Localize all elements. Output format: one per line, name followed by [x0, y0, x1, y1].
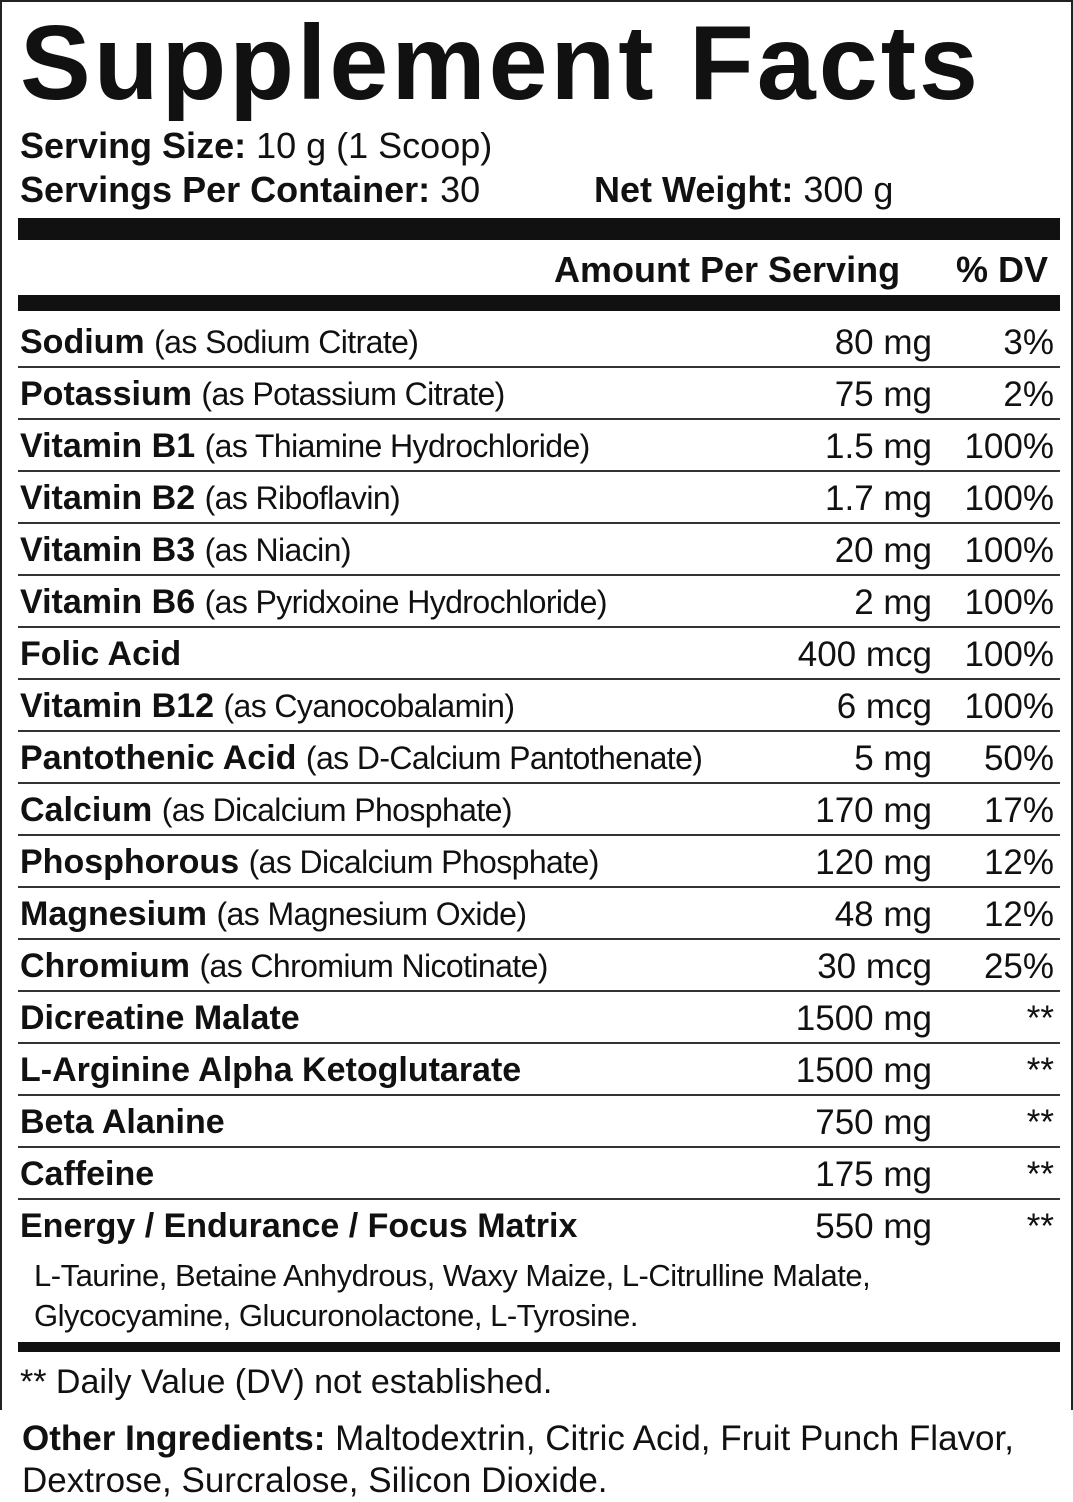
servings-per-container — [20, 170, 480, 210]
nutrient-name-cell — [20, 1154, 154, 1194]
nutrient-dv: 100% — [964, 635, 1054, 674]
nutrient-source: (as Niacin) — [204, 532, 351, 568]
nutrient-amount: 170 mg — [815, 791, 932, 830]
nutrient-dv: 12% — [983, 843, 1054, 882]
nutrient-name-cell — [20, 1102, 225, 1142]
divider-thick-top — [18, 218, 1060, 240]
table-row — [18, 732, 1060, 784]
nutrient-amount: 400 mcg — [797, 635, 932, 674]
table-row — [18, 472, 1060, 524]
table-row — [18, 1148, 1060, 1200]
other-ingredients-text: Maltodextrin, Citric Acid, Fruit Punch Flavor, Dextrose, Surcralose, Silicon Dioxide. — [22, 1419, 1014, 1500]
nutrient-amount: 20 mg — [834, 531, 932, 570]
matrix-ingredients: L-Taurine, Betaine Anhydrous, Waxy Maize, L-Citrulline Malate, Glycocyamine, Glucuronolactone, L-Tyrosine. — [34, 1258, 871, 1333]
nutrient-name: Beta Alanine — [20, 1103, 225, 1141]
nutrient-amount: 175 mg — [815, 1155, 932, 1194]
nutrient-amount: 1.7 mg — [825, 479, 932, 518]
nutrient-amount: 5 mg — [854, 739, 932, 778]
nutrient-dv: 100% — [964, 531, 1054, 570]
other-ingredients — [22, 1418, 1062, 1502]
nutrient-name-cell — [20, 322, 418, 362]
nutrient-amount: 75 mg — [834, 375, 932, 414]
nutrient-dv: 100% — [964, 479, 1054, 518]
nutrient-dv: 12% — [983, 895, 1054, 934]
table-row — [18, 888, 1060, 940]
servings-per-container-label: Servings Per Container: — [20, 169, 431, 210]
nutrient-amount: 2 mg — [854, 583, 932, 622]
nutrient-amount: 80 mg — [834, 323, 932, 362]
nutrient-name: Magnesium — [20, 895, 208, 933]
table-row — [18, 628, 1060, 680]
panel-title: Supplement Facts — [20, 4, 981, 122]
nutrient-name-cell — [20, 426, 590, 466]
nutrient-source: (as Dicalcium Phosphate) — [248, 844, 599, 880]
nutrient-name: Caffeine — [20, 1155, 155, 1193]
amount-per-serving-header: Amount Per Serving — [554, 249, 901, 290]
nutrient-name-cell — [20, 686, 514, 726]
nutrient-name-cell — [20, 1206, 577, 1246]
divider-thick-bottom — [18, 1342, 1060, 1352]
nutrient-source: (as Pyridxoine Hydrochloride) — [204, 584, 607, 620]
nutrient-amount: 750 mg — [815, 1103, 932, 1142]
nutrient-source: (as Potassium Citrate) — [201, 376, 505, 412]
net-weight — [594, 170, 893, 210]
table-row — [18, 420, 1060, 472]
table-row — [18, 576, 1060, 628]
nutrient-name: Pantothenic Acid — [20, 739, 297, 777]
nutrient-dv: 100% — [964, 427, 1054, 466]
nutrient-amount: 6 mcg — [836, 687, 932, 726]
nutrient-dv: 2% — [1003, 375, 1054, 414]
nutrient-name: Vitamin B6 — [20, 583, 196, 621]
daily-value-footnote: ** Daily Value (DV) not established. — [20, 1363, 553, 1401]
nutrient-name: Vitamin B12 — [20, 687, 215, 725]
nutrient-amount: 48 mg — [834, 895, 932, 934]
nutrient-source: (as Chromium Nicotinate) — [199, 948, 548, 984]
nutrient-name-cell — [20, 478, 400, 518]
nutrient-dv: ** — [1026, 1051, 1054, 1090]
other-ingredients-label: Other Ingredients: — [22, 1419, 326, 1458]
table-row — [18, 784, 1060, 836]
nutrient-dv: 50% — [983, 739, 1054, 778]
nutrient-name: Vitamin B1 — [20, 427, 196, 465]
nutrient-dv: ** — [1026, 1207, 1054, 1246]
nutrient-name-cell — [20, 894, 526, 934]
nutrient-name-cell — [20, 790, 512, 830]
nutrient-amount: 1.5 mg — [825, 427, 932, 466]
nutrient-dv: 17% — [983, 791, 1054, 830]
nutrient-source: (as Cyanocobalamin) — [223, 688, 515, 724]
daily-value-header: % DV — [956, 249, 1049, 290]
nutrient-name-cell — [20, 530, 351, 570]
nutrient-amount: 550 mg — [815, 1207, 932, 1246]
table-row — [18, 940, 1060, 992]
nutrient-source: (as D-Calcium Pantothenate) — [305, 740, 703, 776]
net-weight-label: Net Weight: — [594, 169, 794, 210]
table-row — [18, 368, 1060, 420]
table-row — [18, 524, 1060, 576]
nutrient-name: Potassium — [20, 375, 192, 413]
nutrient-source: (as Sodium Citrate) — [154, 324, 419, 360]
nutrient-dv: 3% — [1003, 323, 1054, 362]
nutrient-name: Phosphorous — [20, 843, 240, 881]
nutrient-name-cell — [20, 946, 548, 986]
nutrient-source: (as Dicalcium Phosphate) — [161, 792, 512, 828]
nutrient-name-cell — [20, 1050, 521, 1090]
nutrient-name-cell — [20, 634, 181, 674]
table-row — [18, 1096, 1060, 1148]
table-row — [18, 680, 1060, 732]
nutrient-amount: 120 mg — [815, 843, 932, 882]
nutrient-name: Vitamin B2 — [20, 479, 196, 517]
nutrient-amount: 1500 mg — [795, 999, 932, 1038]
table-row — [18, 1200, 1060, 1250]
nutrient-dv: 100% — [964, 583, 1054, 622]
nutrient-source: (as Riboflavin) — [204, 480, 401, 516]
table-row — [18, 316, 1060, 368]
servings-per-container-value: 30 — [440, 169, 481, 210]
nutrient-dv: 25% — [983, 947, 1054, 986]
divider-thick-header — [18, 295, 1060, 311]
nutrient-source: (as Thiamine Hydrochloride) — [204, 428, 590, 464]
nutrient-name: Dicreatine Malate — [20, 999, 300, 1037]
nutrient-name-cell — [20, 998, 300, 1038]
nutrient-name: Energy / Endurance / Focus Matrix — [20, 1207, 578, 1245]
serving-size-label: Serving Size: — [20, 125, 247, 166]
nutrient-dv: ** — [1026, 999, 1054, 1038]
nutrient-name: L-Arginine Alpha Ketoglutarate — [20, 1051, 522, 1089]
nutrient-amount: 1500 mg — [795, 1051, 932, 1090]
nutrient-name: Folic Acid — [20, 635, 182, 673]
nutrient-dv: ** — [1026, 1155, 1054, 1194]
serving-size-value: 10 g (1 Scoop) — [256, 125, 493, 166]
nutrient-name-cell — [20, 738, 702, 778]
nutrient-name: Calcium — [20, 791, 153, 829]
nutrient-amount: 30 mcg — [817, 947, 932, 986]
nutrient-table — [18, 316, 1060, 1250]
nutrient-name-cell — [20, 374, 505, 414]
nutrient-dv: ** — [1026, 1103, 1054, 1142]
nutrient-name-cell — [20, 582, 607, 622]
table-row — [18, 836, 1060, 888]
nutrient-dv: 100% — [964, 687, 1054, 726]
table-row — [18, 1044, 1060, 1096]
nutrient-name: Vitamin B3 — [20, 531, 196, 569]
nutrient-name: Sodium — [20, 323, 145, 361]
nutrient-source: (as Magnesium Oxide) — [216, 896, 527, 932]
nutrient-name-cell — [20, 842, 599, 882]
table-row — [18, 992, 1060, 1044]
serving-size — [20, 126, 492, 166]
nutrient-name: Chromium — [20, 947, 190, 985]
net-weight-value: 300 g — [803, 169, 894, 210]
